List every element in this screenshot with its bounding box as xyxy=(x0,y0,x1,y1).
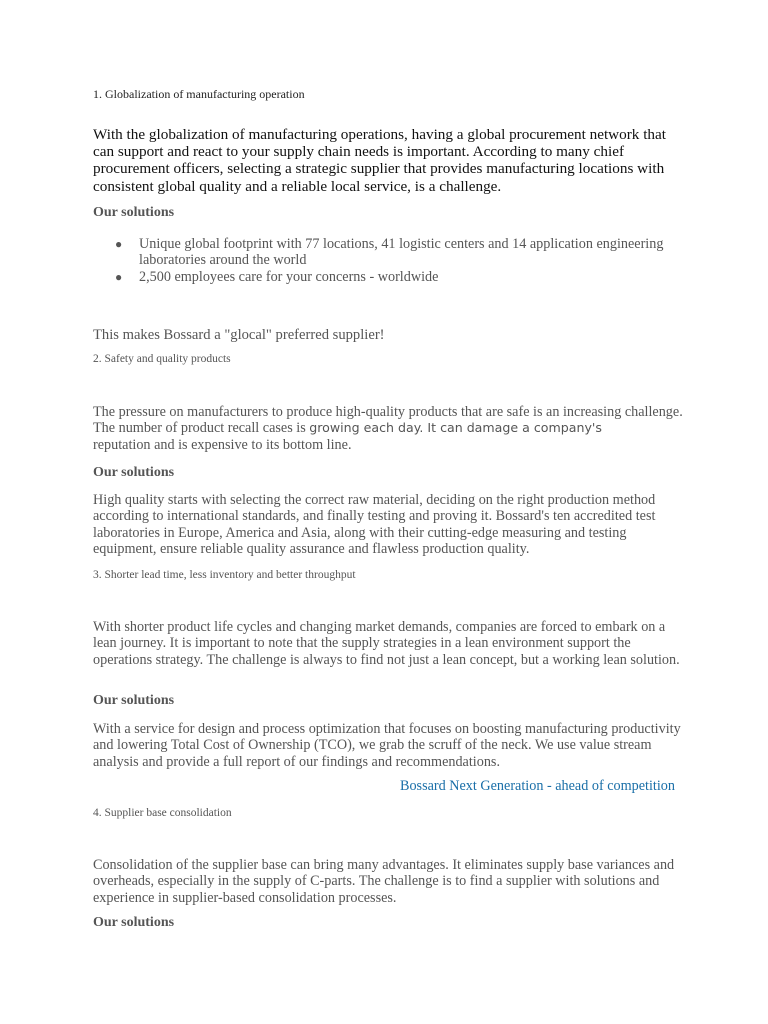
section-2-intro-part-b: growing each day. It can damage a company's xyxy=(309,420,602,436)
section-2-intro xyxy=(93,404,683,453)
section-2-intro-part-c: reputation and is expensive to its bottom line. xyxy=(93,436,352,453)
section-1-solutions-label: Our solutions xyxy=(93,205,175,220)
section-3-body: With a service for design and process optimization that focuses on boosting manufacturing productivity and lowering Total Cost of Ownership (TCO), we grab the scruff of the neck. We use value stream analysis and provide a full report of our findings and recommendations. xyxy=(93,721,681,770)
list-item xyxy=(115,236,685,269)
section-1-heading: 1. Globalization of manufacturing operation xyxy=(93,87,305,101)
section-3-solutions-label: Our solutions xyxy=(93,693,175,708)
list-item xyxy=(115,269,685,285)
section-2-intro-part-a: The pressure on manufacturers to produce high-quality products that are safe is an increasing challenge. The number of product recall cases is xyxy=(93,404,683,437)
section-2-body: High quality starts with selecting the correct raw material, deciding on the right production method according to international standards, and finally testing and proving it. Bossard's ten accredited test laboratories in Europe, America and Asia, along with their cutting-edge measuring and testing equipment, ensure reliable quality assurance and flawless production quality. xyxy=(93,492,656,558)
section-2-solutions-label: Our solutions xyxy=(93,465,175,480)
bullet-dot-icon: ● xyxy=(115,269,123,284)
section-4-heading: 4. Supplier base consolidation xyxy=(93,807,232,819)
section-1-closing: This makes Bossard a "glocal" preferred supplier! xyxy=(93,327,385,343)
section-4-solutions-label: Our solutions xyxy=(93,915,175,930)
bullet-text: Unique global footprint with 77 locations, 41 logistic centers and 14 application engineering laboratories around the world xyxy=(139,236,664,269)
bossard-next-generation-link[interactable]: Bossard Next Generation - ahead of competition xyxy=(400,778,675,794)
section-3-heading: 3. Shorter lead time, less inventory and better throughput xyxy=(93,569,356,581)
section-4-intro: Consolidation of the supplier base can bring many advantages. It eliminates supply base variances and overheads, especially in the supply of C-parts. The challenge is to find a supplier with solutions and experience in supplier-based consolidation processes. xyxy=(93,857,675,906)
section-1-bullet-list xyxy=(115,236,685,285)
bullet-dot-icon: ● xyxy=(115,237,123,251)
section-1-intro: With the globalization of manufacturing operations, having a global procurement network that can support and react to your supply chain needs is important. According to many chief procurement officers, selecting a strategic supplier that provides manufacturing locations with consistent global quality and a reliable local service, is a challenge. xyxy=(93,126,666,195)
bullet-text: 2,500 employees care for your concerns - worldwide xyxy=(139,268,439,285)
section-3-intro: With shorter product life cycles and changing market demands, companies are forced to embark on a lean journey. It is important to note that the supply strategies in a lean environment support the operations strategy. The challenge is always to find not just a lean concept, but a working lean solution. xyxy=(93,619,680,668)
section-2-heading: 2. Safety and quality products xyxy=(93,353,231,365)
